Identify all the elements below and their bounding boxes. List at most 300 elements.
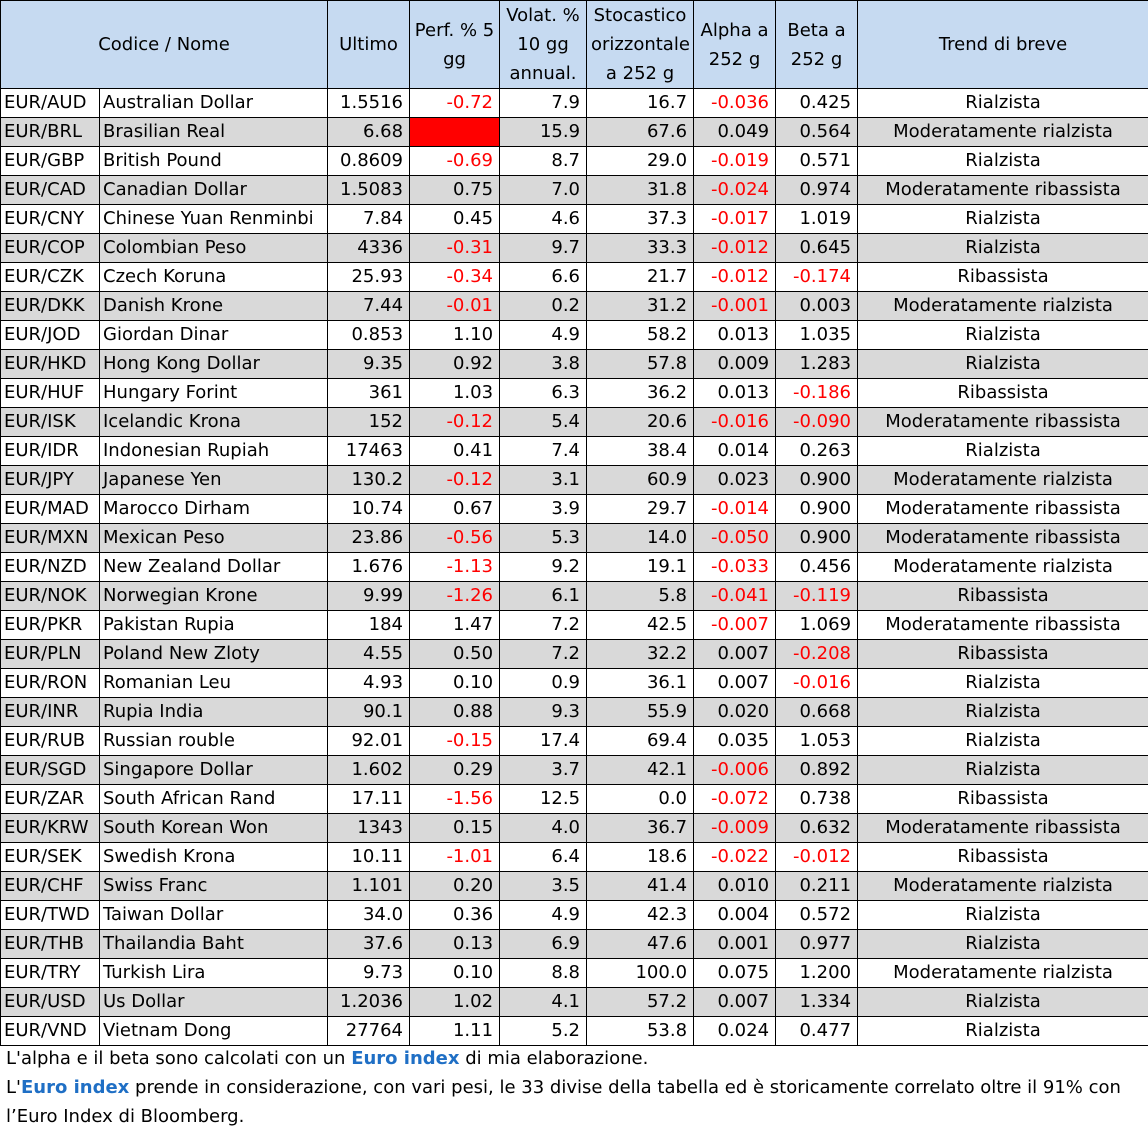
header-alpha: Alpha a 252 g xyxy=(694,1,776,89)
cell-volat: 3.8 xyxy=(500,350,587,379)
cell-stoch: 42.1 xyxy=(587,756,694,785)
note-line-1 xyxy=(6,1044,1146,1073)
cell-trend: Rialzista xyxy=(858,350,1148,379)
note-line-2 xyxy=(6,1073,1146,1131)
cell-perf: 0.36 xyxy=(410,901,500,930)
cell-volat: 6.6 xyxy=(500,263,587,292)
cell-volat: 0.9 xyxy=(500,669,587,698)
cell-last: 9.73 xyxy=(328,959,410,988)
cell-last: 1.676 xyxy=(328,553,410,582)
cell-last: 6.68 xyxy=(328,118,410,147)
cell-name: Taiwan Dollar xyxy=(100,901,328,930)
cell-trend: Ribassista xyxy=(858,263,1148,292)
cell-name: Giordan Dinar xyxy=(100,321,328,350)
cell-last: 130.2 xyxy=(328,466,410,495)
cell-beta: 0.900 xyxy=(776,495,858,524)
cell-alpha: 0.004 xyxy=(694,901,776,930)
cell-perf: 0.67 xyxy=(410,495,500,524)
cell-name: South African Rand xyxy=(100,785,328,814)
cell-stoch: 60.9 xyxy=(587,466,694,495)
cell-last: 90.1 xyxy=(328,698,410,727)
cell-stoch: 29.7 xyxy=(587,495,694,524)
cell-volat: 3.7 xyxy=(500,756,587,785)
cell-perf: 1.02 xyxy=(410,988,500,1017)
cell-volat: 7.2 xyxy=(500,640,587,669)
table-row xyxy=(1,988,1148,1017)
table-row xyxy=(1,118,1148,147)
cell-volat: 5.3 xyxy=(500,524,587,553)
table-row xyxy=(1,495,1148,524)
table-row xyxy=(1,321,1148,350)
note-text: di mia elaborazione. xyxy=(459,1048,649,1069)
cell-name: Australian Dollar xyxy=(100,89,328,118)
cell-name: Canadian Dollar xyxy=(100,176,328,205)
table-row xyxy=(1,89,1148,118)
cell-alpha: -0.041 xyxy=(694,582,776,611)
cell-beta: 1.200 xyxy=(776,959,858,988)
cell-trend: Rialzista xyxy=(858,930,1148,959)
cell-alpha: -0.014 xyxy=(694,495,776,524)
cell-perf: 0.45 xyxy=(410,205,500,234)
cell-stoch: 57.2 xyxy=(587,988,694,1017)
cell-perf: -0.69 xyxy=(410,147,500,176)
cell-beta: -0.208 xyxy=(776,640,858,669)
cell-last: 4336 xyxy=(328,234,410,263)
cell-code: EUR/HUF xyxy=(1,379,100,408)
cell-code: EUR/AUD xyxy=(1,89,100,118)
cell-beta: 0.571 xyxy=(776,147,858,176)
cell-name: British Pound xyxy=(100,147,328,176)
cell-last: 23.86 xyxy=(328,524,410,553)
cell-beta: 0.211 xyxy=(776,872,858,901)
cell-last: 4.93 xyxy=(328,669,410,698)
cell-beta: 1.035 xyxy=(776,321,858,350)
cell-name: Japanese Yen xyxy=(100,466,328,495)
header-volat: Volat. % 10 gg annual. xyxy=(500,1,587,89)
cell-perf: 0.41 xyxy=(410,437,500,466)
cell-stoch: 20.6 xyxy=(587,408,694,437)
cell-alpha: -0.022 xyxy=(694,843,776,872)
cell-trend: Rialzista xyxy=(858,437,1148,466)
table-row xyxy=(1,698,1148,727)
cell-name: Hungary Forint xyxy=(100,379,328,408)
cell-code: EUR/SGD xyxy=(1,756,100,785)
cell-alpha: 0.007 xyxy=(694,640,776,669)
cell-alpha: -0.001 xyxy=(694,292,776,321)
cell-volat: 9.3 xyxy=(500,698,587,727)
cell-perf: 0.75 xyxy=(410,176,500,205)
cell-name: Danish Krone xyxy=(100,292,328,321)
cell-beta: 1.283 xyxy=(776,350,858,379)
cell-name: Thailandia Baht xyxy=(100,930,328,959)
cell-last: 1343 xyxy=(328,814,410,843)
cell-stoch: 16.7 xyxy=(587,89,694,118)
cell-last: 0.8609 xyxy=(328,147,410,176)
cell-alpha: 0.020 xyxy=(694,698,776,727)
table-row xyxy=(1,147,1148,176)
cell-name: Chinese Yuan Renminbi xyxy=(100,205,328,234)
cell-stoch: 67.6 xyxy=(587,118,694,147)
table-row xyxy=(1,814,1148,843)
cell-volat: 0.2 xyxy=(500,292,587,321)
cell-name: Romanian Leu xyxy=(100,669,328,698)
cell-beta: 0.900 xyxy=(776,524,858,553)
cell-code: EUR/DKK xyxy=(1,292,100,321)
cell-beta: -0.174 xyxy=(776,263,858,292)
cell-beta: -0.119 xyxy=(776,582,858,611)
cell-name: Icelandic Krona xyxy=(100,408,328,437)
cell-stoch: 14.0 xyxy=(587,524,694,553)
cell-last: 9.35 xyxy=(328,350,410,379)
cell-stoch: 36.2 xyxy=(587,379,694,408)
table-row xyxy=(1,582,1148,611)
cell-name: Turkish Lira xyxy=(100,959,328,988)
table-row xyxy=(1,176,1148,205)
cell-code: EUR/COP xyxy=(1,234,100,263)
cell-alpha: -0.072 xyxy=(694,785,776,814)
cell-code: EUR/USD xyxy=(1,988,100,1017)
cell-volat: 6.4 xyxy=(500,843,587,872)
cell-alpha: -0.007 xyxy=(694,611,776,640)
cell-beta: 0.003 xyxy=(776,292,858,321)
cell-perf: 0.29 xyxy=(410,756,500,785)
cell-beta: 0.668 xyxy=(776,698,858,727)
cell-trend: Rialzista xyxy=(858,234,1148,263)
cell-perf: -1.26 xyxy=(410,582,500,611)
table-row xyxy=(1,524,1148,553)
cell-perf: -0.15 xyxy=(410,727,500,756)
cell-beta: 0.738 xyxy=(776,785,858,814)
cell-alpha: -0.050 xyxy=(694,524,776,553)
cell-code: EUR/SEK xyxy=(1,843,100,872)
cell-volat: 6.9 xyxy=(500,930,587,959)
cell-alpha: 0.049 xyxy=(694,118,776,147)
cell-trend: Rialzista xyxy=(858,147,1148,176)
table-row xyxy=(1,669,1148,698)
note-text: L' xyxy=(6,1077,21,1098)
table-row xyxy=(1,843,1148,872)
cell-trend: Moderatamente rialzista xyxy=(858,292,1148,321)
cell-code: EUR/RUB xyxy=(1,727,100,756)
cell-volat: 8.7 xyxy=(500,147,587,176)
cell-volat: 4.9 xyxy=(500,321,587,350)
cell-name: Rupia India xyxy=(100,698,328,727)
cell-volat: 5.2 xyxy=(500,1017,587,1046)
cell-code: EUR/ISK xyxy=(1,408,100,437)
cell-trend: Moderatamente ribassista xyxy=(858,814,1148,843)
table-row xyxy=(1,785,1148,814)
cell-name: Vietnam Dong xyxy=(100,1017,328,1046)
cell-code: EUR/PLN xyxy=(1,640,100,669)
cell-stoch: 55.9 xyxy=(587,698,694,727)
cell-beta: -0.016 xyxy=(776,669,858,698)
cell-code: EUR/ZAR xyxy=(1,785,100,814)
cell-trend: Moderatamente ribassista xyxy=(858,524,1148,553)
cell-code: EUR/JOD xyxy=(1,321,100,350)
cell-trend: Rialzista xyxy=(858,988,1148,1017)
cell-volat: 12.5 xyxy=(500,785,587,814)
cell-name: Czech Koruna xyxy=(100,263,328,292)
cell-trend: Rialzista xyxy=(858,669,1148,698)
cell-code: EUR/MXN xyxy=(1,524,100,553)
cell-stoch: 31.8 xyxy=(587,176,694,205)
cell-last: 9.99 xyxy=(328,582,410,611)
cell-trend: Rialzista xyxy=(858,901,1148,930)
cell-alpha: 0.007 xyxy=(694,669,776,698)
cell-beta: 0.632 xyxy=(776,814,858,843)
cell-code: EUR/TRY xyxy=(1,959,100,988)
table-row xyxy=(1,350,1148,379)
cell-beta: 0.974 xyxy=(776,176,858,205)
cell-alpha: -0.006 xyxy=(694,756,776,785)
table-row xyxy=(1,872,1148,901)
table-row xyxy=(1,756,1148,785)
cell-trend: Ribassista xyxy=(858,640,1148,669)
cell-trend: Moderatamente ribassista xyxy=(858,495,1148,524)
header-last: Ultimo xyxy=(328,1,410,89)
cell-alpha: 0.075 xyxy=(694,959,776,988)
cell-code: EUR/NOK xyxy=(1,582,100,611)
cell-last: 1.101 xyxy=(328,872,410,901)
header-row xyxy=(1,1,1148,89)
cell-volat: 4.0 xyxy=(500,814,587,843)
cell-name: Pakistan Rupia xyxy=(100,611,328,640)
cell-last: 4.55 xyxy=(328,640,410,669)
cell-last: 10.74 xyxy=(328,495,410,524)
cell-last: 1.5083 xyxy=(328,176,410,205)
cell-stoch: 18.6 xyxy=(587,843,694,872)
header-code-name: Codice / Nome xyxy=(1,1,328,89)
cell-beta: 0.477 xyxy=(776,1017,858,1046)
cell-perf: 1.10 xyxy=(410,321,500,350)
cell-stoch: 42.3 xyxy=(587,901,694,930)
table-row xyxy=(1,379,1148,408)
cell-code: EUR/INR xyxy=(1,698,100,727)
cell-perf: 1.47 xyxy=(410,611,500,640)
cell-stoch: 41.4 xyxy=(587,872,694,901)
note-text: prende in considerazione, con vari pesi, le 33 divise della tabella ed è storicamente correlato oltre il 91% con l’Euro Index di Bloomberg. xyxy=(6,1077,1121,1127)
cell-volat: 6.1 xyxy=(500,582,587,611)
cell-code: EUR/TWD xyxy=(1,901,100,930)
header-trend: Trend di breve xyxy=(858,1,1148,89)
cell-perf: -1.13 xyxy=(410,553,500,582)
cell-trend: Rialzista xyxy=(858,727,1148,756)
table-row xyxy=(1,727,1148,756)
cell-code: EUR/CNY xyxy=(1,205,100,234)
cell-trend: Rialzista xyxy=(858,756,1148,785)
cell-code: EUR/NZD xyxy=(1,553,100,582)
cell-name: Poland New Zloty xyxy=(100,640,328,669)
cell-volat: 7.2 xyxy=(500,611,587,640)
cell-code: EUR/GBP xyxy=(1,147,100,176)
table-row xyxy=(1,640,1148,669)
cell-volat: 5.4 xyxy=(500,408,587,437)
cell-volat: 7.4 xyxy=(500,437,587,466)
cell-volat: 3.1 xyxy=(500,466,587,495)
cell-perf: -0.31 xyxy=(410,234,500,263)
cell-code: EUR/KRW xyxy=(1,814,100,843)
cell-perf: -2.26 xyxy=(410,118,500,147)
table-row xyxy=(1,263,1148,292)
cell-stoch: 32.2 xyxy=(587,640,694,669)
cell-perf: -0.12 xyxy=(410,408,500,437)
cell-stoch: 38.4 xyxy=(587,437,694,466)
cell-stoch: 69.4 xyxy=(587,727,694,756)
table-row xyxy=(1,611,1148,640)
table-row xyxy=(1,408,1148,437)
cell-name: Swiss Franc xyxy=(100,872,328,901)
cell-code: EUR/MAD xyxy=(1,495,100,524)
table-row xyxy=(1,466,1148,495)
euro-index-label: Euro index xyxy=(351,1048,460,1069)
cell-trend: Moderatamente rialzista xyxy=(858,553,1148,582)
cell-stoch: 53.8 xyxy=(587,1017,694,1046)
cell-alpha: -0.012 xyxy=(694,263,776,292)
cell-stoch: 100.0 xyxy=(587,959,694,988)
cell-perf: 1.03 xyxy=(410,379,500,408)
cell-volat: 4.9 xyxy=(500,901,587,930)
cell-code: EUR/PKR xyxy=(1,611,100,640)
cell-volat: 3.5 xyxy=(500,872,587,901)
cell-stoch: 58.2 xyxy=(587,321,694,350)
cell-beta: 1.053 xyxy=(776,727,858,756)
cell-volat: 8.8 xyxy=(500,959,587,988)
cell-name: Mexican Peso xyxy=(100,524,328,553)
cell-last: 184 xyxy=(328,611,410,640)
cell-perf: 0.13 xyxy=(410,930,500,959)
cell-last: 27764 xyxy=(328,1017,410,1046)
cell-beta: 0.456 xyxy=(776,553,858,582)
cell-last: 37.6 xyxy=(328,930,410,959)
cell-code: EUR/CAD xyxy=(1,176,100,205)
cell-last: 17463 xyxy=(328,437,410,466)
cell-volat: 3.9 xyxy=(500,495,587,524)
table-row xyxy=(1,437,1148,466)
cell-perf: 0.92 xyxy=(410,350,500,379)
cell-stoch: 29.0 xyxy=(587,147,694,176)
table-row xyxy=(1,1017,1148,1046)
cell-code: EUR/BRL xyxy=(1,118,100,147)
cell-trend: Ribassista xyxy=(858,785,1148,814)
cell-name: South Korean Won xyxy=(100,814,328,843)
cell-beta: 1.019 xyxy=(776,205,858,234)
cell-last: 1.5516 xyxy=(328,89,410,118)
cell-beta: 0.564 xyxy=(776,118,858,147)
cell-beta: 0.645 xyxy=(776,234,858,263)
cell-volat: 9.2 xyxy=(500,553,587,582)
cell-perf: -0.01 xyxy=(410,292,500,321)
notes xyxy=(6,1044,1146,1131)
cell-beta: 0.425 xyxy=(776,89,858,118)
cell-code: EUR/IDR xyxy=(1,437,100,466)
cell-alpha: 0.024 xyxy=(694,1017,776,1046)
cell-beta: 1.069 xyxy=(776,611,858,640)
cell-trend: Rialzista xyxy=(858,205,1148,234)
cell-volat: 6.3 xyxy=(500,379,587,408)
cell-alpha: -0.009 xyxy=(694,814,776,843)
cell-perf: 1.11 xyxy=(410,1017,500,1046)
cell-name: Singapore Dollar xyxy=(100,756,328,785)
cell-last: 1.602 xyxy=(328,756,410,785)
cell-stoch: 36.7 xyxy=(587,814,694,843)
cell-code: EUR/RON xyxy=(1,669,100,698)
cell-code: EUR/THB xyxy=(1,930,100,959)
cell-last: 7.84 xyxy=(328,205,410,234)
cell-perf: -0.56 xyxy=(410,524,500,553)
cell-perf: 0.50 xyxy=(410,640,500,669)
cell-alpha: 0.007 xyxy=(694,988,776,1017)
cell-trend: Ribassista xyxy=(858,843,1148,872)
cell-perf: -1.56 xyxy=(410,785,500,814)
table-row xyxy=(1,234,1148,263)
cell-perf: 0.20 xyxy=(410,872,500,901)
cell-alpha: 0.014 xyxy=(694,437,776,466)
cell-name: Norwegian Krone xyxy=(100,582,328,611)
cell-last: 0.853 xyxy=(328,321,410,350)
cell-last: 92.01 xyxy=(328,727,410,756)
cell-stoch: 21.7 xyxy=(587,263,694,292)
cell-volat: 7.9 xyxy=(500,89,587,118)
cell-perf: 0.10 xyxy=(410,959,500,988)
cell-stoch: 19.1 xyxy=(587,553,694,582)
cell-name: Marocco Dirham xyxy=(100,495,328,524)
cell-stoch: 5.8 xyxy=(587,582,694,611)
table-row xyxy=(1,205,1148,234)
cell-trend: Moderatamente ribassista xyxy=(858,408,1148,437)
cell-stoch: 42.5 xyxy=(587,611,694,640)
cell-beta: 1.334 xyxy=(776,988,858,1017)
cell-alpha: -0.036 xyxy=(694,89,776,118)
cell-perf: -0.34 xyxy=(410,263,500,292)
cell-volat: 4.1 xyxy=(500,988,587,1017)
cell-name: Russian rouble xyxy=(100,727,328,756)
cell-beta: -0.090 xyxy=(776,408,858,437)
header-perf: Perf. % 5 gg xyxy=(410,1,500,89)
cell-stoch: 57.8 xyxy=(587,350,694,379)
cell-name: Colombian Peso xyxy=(100,234,328,263)
cell-beta: -0.186 xyxy=(776,379,858,408)
header-beta: Beta a 252 g xyxy=(776,1,858,89)
cell-last: 34.0 xyxy=(328,901,410,930)
cell-alpha: 0.023 xyxy=(694,466,776,495)
cell-beta: 0.263 xyxy=(776,437,858,466)
table-body xyxy=(1,89,1148,1046)
cell-beta: 0.892 xyxy=(776,756,858,785)
euro-index-label: Euro index xyxy=(20,1077,130,1098)
cell-trend: Ribassista xyxy=(858,582,1148,611)
cell-alpha: -0.016 xyxy=(694,408,776,437)
cell-stoch: 47.6 xyxy=(587,930,694,959)
cell-trend: Moderatamente rialzista xyxy=(858,959,1148,988)
cell-last: 152 xyxy=(328,408,410,437)
cell-volat: 7.0 xyxy=(500,176,587,205)
cell-volat: 9.7 xyxy=(500,234,587,263)
cell-stoch: 36.1 xyxy=(587,669,694,698)
table-row xyxy=(1,553,1148,582)
cell-name: Hong Kong Dollar xyxy=(100,350,328,379)
cell-beta: 0.572 xyxy=(776,901,858,930)
note-text: L'alpha e il beta sono calcolati con un xyxy=(6,1048,352,1069)
cell-alpha: 0.035 xyxy=(694,727,776,756)
cell-stoch: 33.3 xyxy=(587,234,694,263)
cell-volat: 17.4 xyxy=(500,727,587,756)
cell-alpha: -0.012 xyxy=(694,234,776,263)
header-stoch: Stocastico orizzontale a 252 g xyxy=(587,1,694,89)
cell-beta: -0.012 xyxy=(776,843,858,872)
cell-name: Indonesian Rupiah xyxy=(100,437,328,466)
cell-perf: -1.01 xyxy=(410,843,500,872)
cell-alpha: 0.010 xyxy=(694,872,776,901)
